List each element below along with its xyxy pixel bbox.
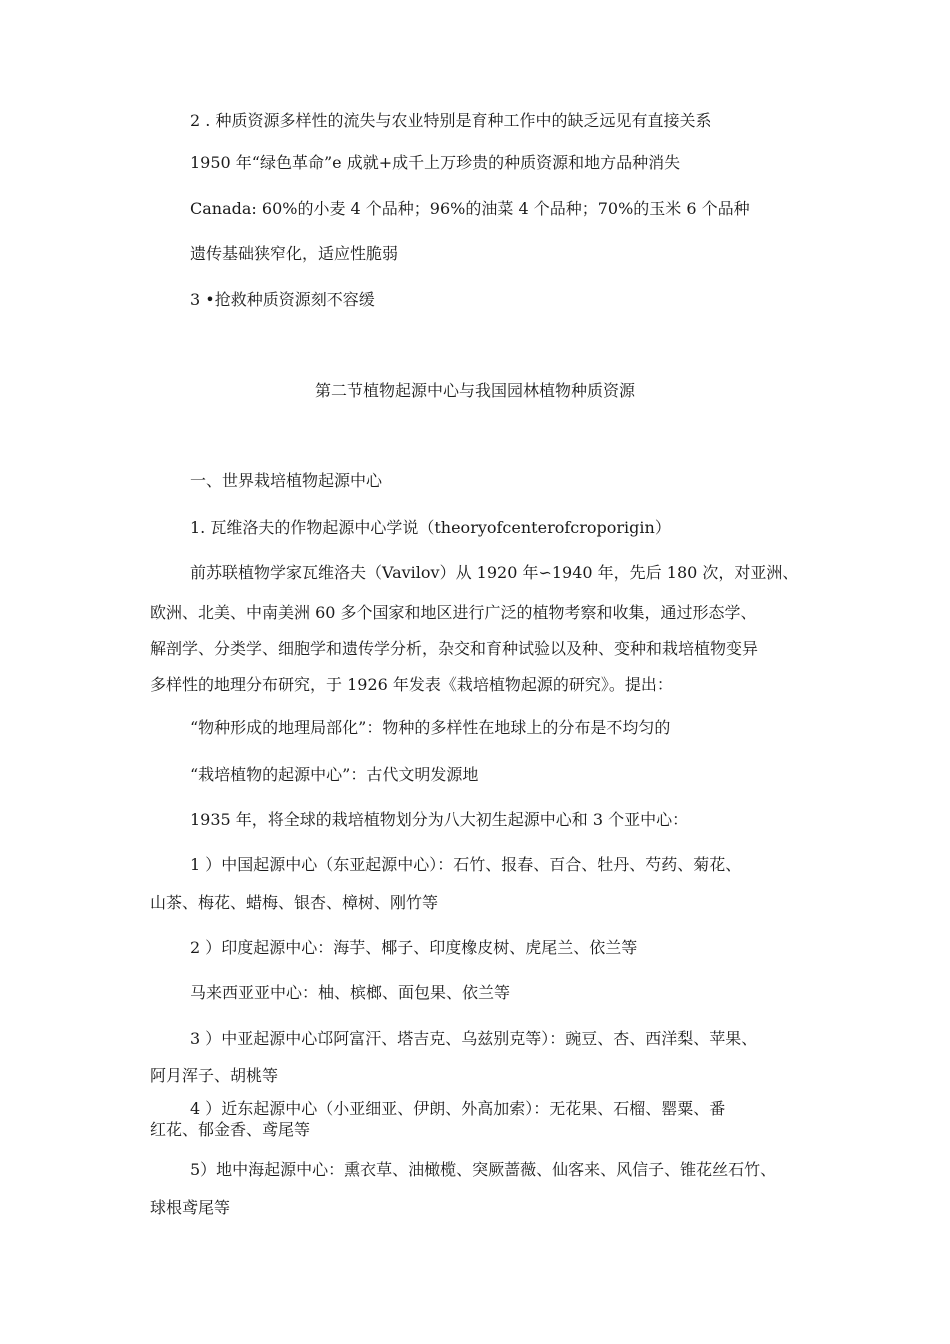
list-item: 5）地中海起源中心：熏衣草、油橄榄、突厥蔷薇、仙客来、风信子、锥花丝石竹、 [190, 1160, 777, 1179]
paragraph-line: 欧洲、北美、中南美洲 60 多个国家和地区进行广泛的植物考察和收集，通过形态学、 [150, 603, 757, 622]
paragraph-line: 多样性的地理分布研究，于 1926 年发表《栽培植物起源的研究》。提出： [150, 675, 673, 694]
paragraph-line: 2 . 种质资源多样性的流失与农业特别是育种工作中的缺乏远见有直接关系 [190, 111, 712, 130]
paragraph-line: Canada: 60%的小麦 4 个品种；96%的油菜 4 个品种；70%的玉米 6 个品种 [190, 199, 750, 218]
paragraph-line: 3 •抢救种质资源刻不容缓 [190, 290, 375, 309]
list-item: 马来西亚亚中心：柚、槟榔、面包果、依兰等 [190, 983, 511, 1002]
section-heading: 第二节植物起源中心与我国园林植物种质资源 [314, 381, 635, 400]
subsection-heading: 1. 瓦维洛夫的作物起源中心学说（theoryofcenterofcroporigin） [190, 518, 671, 537]
paragraph-line: 解剖学、分类学、细胞学和遗传学分析，杂交和育种试验以及种、变种和栽培植物变异 [150, 639, 759, 658]
paragraph-line: “物种形成的地理局部化”：物种的多样性在地球上的分布是不均匀的 [190, 718, 671, 737]
list-item-continuation: 山茶、梅花、蜡梅、银杏、樟树、刚竹等 [150, 893, 439, 912]
paragraph-line: 前苏联植物学家瓦维洛夫（Vavilov）从 1920 年∽1940 年，先后 180 次，对亚洲、 [190, 563, 799, 582]
list-item: 4 ）近东起源中心（小亚细亚、伊朗、外高加索）：无花果、石榴、罂粟、番 [190, 1099, 726, 1118]
subsection-heading: 一、世界栽培植物起源中心 [190, 471, 383, 490]
paragraph-line: 遗传基础狭窄化，适应性脆弱 [190, 244, 399, 263]
list-item-continuation: 阿月浑子、胡桃等 [150, 1066, 279, 1085]
list-item-continuation: 球根鸢尾等 [150, 1198, 231, 1217]
list-item: 3 ）中亚起源中心邙阿富汗、塔吉克、乌兹别克等）：豌豆、杏、西洋梨、苹果、 [190, 1029, 758, 1048]
paragraph-line: “栽培植物的起源中心”：古代文明发源地 [190, 765, 479, 784]
paragraph-line: 1950 年“绿色革命”e 成就+成千上万珍贵的种质资源和地方品种消失 [190, 153, 681, 172]
paragraph-line: 1935 年，将全球的栽培植物划分为八大初生起源中心和 3 个亚中心： [190, 810, 689, 829]
list-item-continuation: 红花、郁金香、鸢尾等 [150, 1120, 311, 1139]
list-item: 2 ）印度起源中心：海芋、椰子、印度橡皮树、虎尾兰、依兰等 [190, 938, 638, 957]
list-item: 1 ）中国起源中心（东亚起源中心）：石竹、报春、百合、牡丹、芍药、菊花、 [190, 855, 742, 874]
